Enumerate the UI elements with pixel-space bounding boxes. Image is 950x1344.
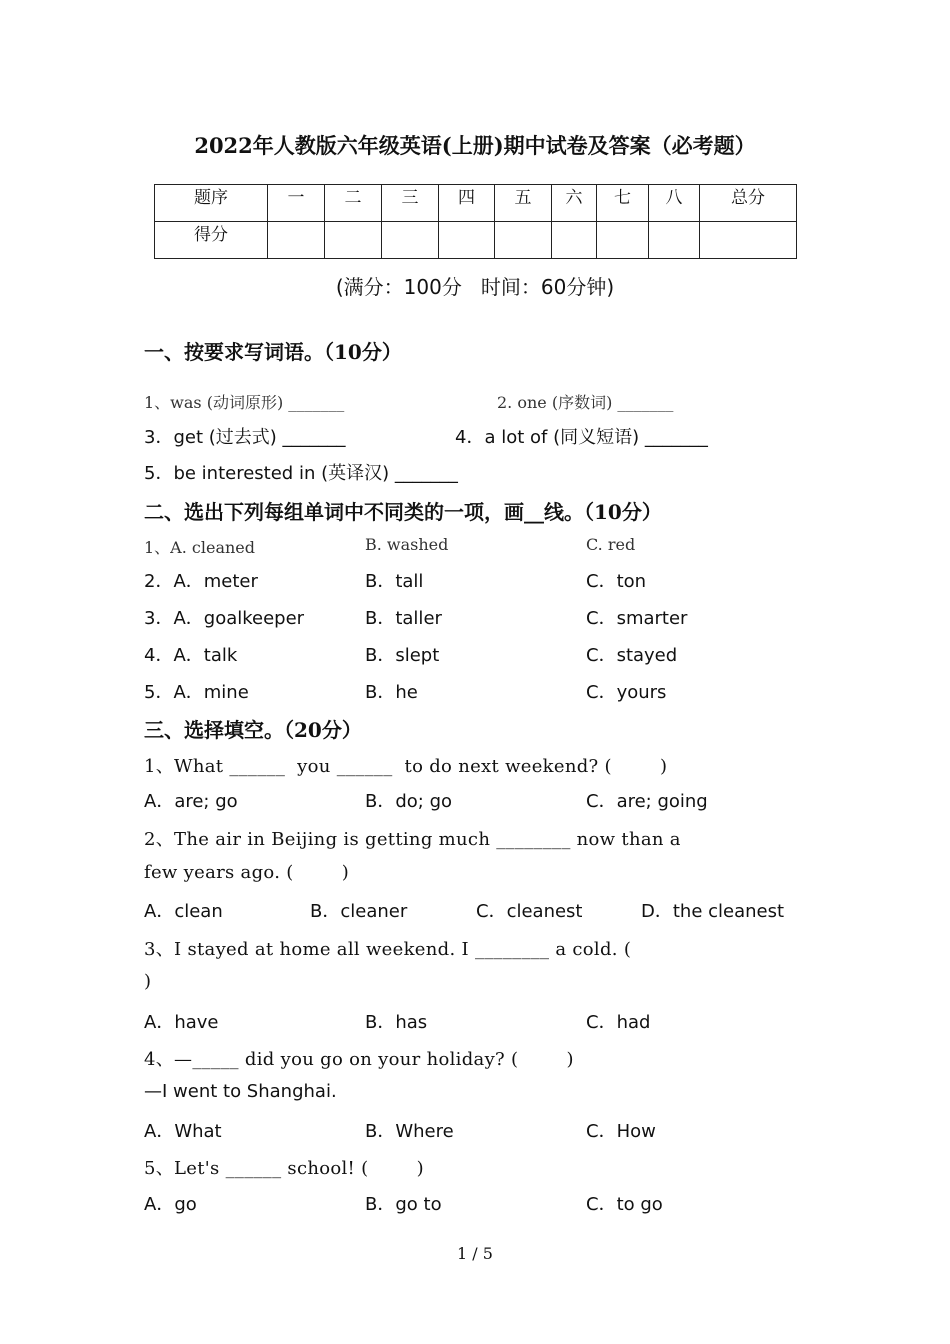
section2-row2-c: C．ton (586, 571, 647, 592)
section3-q4-line1: 4、—_____ did you go on your holiday? ( ) (144, 1049, 574, 1070)
score-cell[interactable] (700, 222, 797, 259)
section3-q3-option-c: C．had (586, 1012, 651, 1033)
score-cell[interactable] (552, 222, 597, 259)
score-cell[interactable] (268, 222, 325, 259)
section3-q4-option-c: C．How (586, 1121, 656, 1142)
section3-q2-line2: few years ago. ( ) (144, 862, 350, 883)
score-header-cell: 五 (495, 185, 552, 222)
score-header-cell: 八 (649, 185, 700, 222)
section3-q2-option-b: B．cleaner (310, 901, 408, 922)
section3-q1-option-a: A．are; go (144, 791, 238, 812)
section2-heading: 二、选出下列每组单词中不同类的一项，画__线。（10分） (144, 500, 662, 524)
score-cell[interactable] (382, 222, 439, 259)
score-cell[interactable] (597, 222, 649, 259)
section3-q3-line2: ) (144, 971, 152, 992)
score-cell[interactable] (495, 222, 552, 259)
score-header-cell: 一 (268, 185, 325, 222)
section1-q4: 4．a lot of (同义短语) _______ (455, 427, 708, 448)
score-table (154, 184, 797, 259)
section2-row2-b: B．tall (365, 571, 424, 592)
section2-row4-b: B．slept (365, 645, 440, 666)
section3-q2-option-c: C．cleanest (476, 901, 583, 922)
score-header-cell: 六 (552, 185, 597, 222)
section2-row5-a: 5．A．mine (144, 682, 249, 703)
section2-row2-a: 2．A．meter (144, 571, 258, 592)
section2-row5-b: B．he (365, 682, 418, 703)
section2-row3-b: B．taller (365, 608, 442, 629)
score-cell[interactable] (325, 222, 382, 259)
section1-q2: 2. one (序数词) _______ (497, 393, 674, 412)
section3-q1-option-c: C．are; going (586, 791, 708, 812)
section3-q4-option-a: A．What (144, 1121, 222, 1142)
section3-heading: 三、选择填空。（20分） (144, 718, 362, 742)
score-header-cell: 七 (597, 185, 649, 222)
section3-q4-line2: —I went to Shanghai. (144, 1081, 337, 1102)
section3-q5: 5、Let's ______ school! ( ) (144, 1158, 424, 1179)
section1-heading: 一、按要求写词语。（10分） (144, 340, 402, 364)
section2-row1-a: 1、A. cleaned (144, 538, 256, 557)
score-table-header-row (155, 185, 797, 222)
section2-row3-a: 3．A．goalkeeper (144, 608, 305, 629)
score-table-score-row (155, 222, 797, 259)
score-header-cell: 总分 (700, 185, 797, 222)
section3-q5-option-c: C．to go (586, 1194, 663, 1215)
score-header-cell: 三 (382, 185, 439, 222)
score-cell[interactable] (649, 222, 700, 259)
section3-q5-option-a: A．go (144, 1194, 197, 1215)
section3-q5-option-b: B．go to (365, 1194, 442, 1215)
score-header-cell: 题序 (155, 185, 268, 222)
section1-q3: 3．get (过去式) _______ (144, 427, 346, 448)
section3-q3-line1: 3、I stayed at home all weekend. I ________ a cold. ( (144, 939, 632, 960)
section3-q2-line1: 2、The air in Beijing is getting much ________ now than a (144, 829, 681, 850)
section3-q3-option-a: A．have (144, 1012, 219, 1033)
section3-q3-option-b: B．has (365, 1012, 428, 1033)
section2-row5-c: C．yours (586, 682, 667, 703)
section2-row4-c: C．stayed (586, 645, 678, 666)
section2-row4-a: 4．A．talk (144, 645, 238, 666)
score-header-cell: 二 (325, 185, 382, 222)
score-time-info: (满分：100分 时间：60分钟) (335, 275, 615, 299)
score-row-label: 得分 (155, 222, 268, 259)
page-number: 1 / 5 (457, 1244, 493, 1263)
score-cell[interactable] (439, 222, 495, 259)
section2-row1-c: C. red (586, 535, 636, 554)
score-header-cell: 四 (439, 185, 495, 222)
section3-q1: 1、What ______ you ______ to do next weekend? ( ) (144, 756, 668, 777)
section2-row3-c: C．smarter (586, 608, 688, 629)
section3-q4-option-b: B．Where (365, 1121, 454, 1142)
section2-row1-b: B. washed (365, 535, 449, 554)
section3-q2-option-a: A．clean (144, 901, 223, 922)
section3-q2-option-d: D．the cleanest (641, 901, 785, 922)
section1-q5: 5．be interested in (英译汉) _______ (144, 463, 458, 484)
section1-q1: 1、was (动词原形) _______ (144, 393, 345, 412)
page-title: 2022年人教版六年级英语(上册)期中试卷及答案（必考题） (194, 133, 756, 158)
section3-q1-option-b: B．do; go (365, 791, 453, 812)
